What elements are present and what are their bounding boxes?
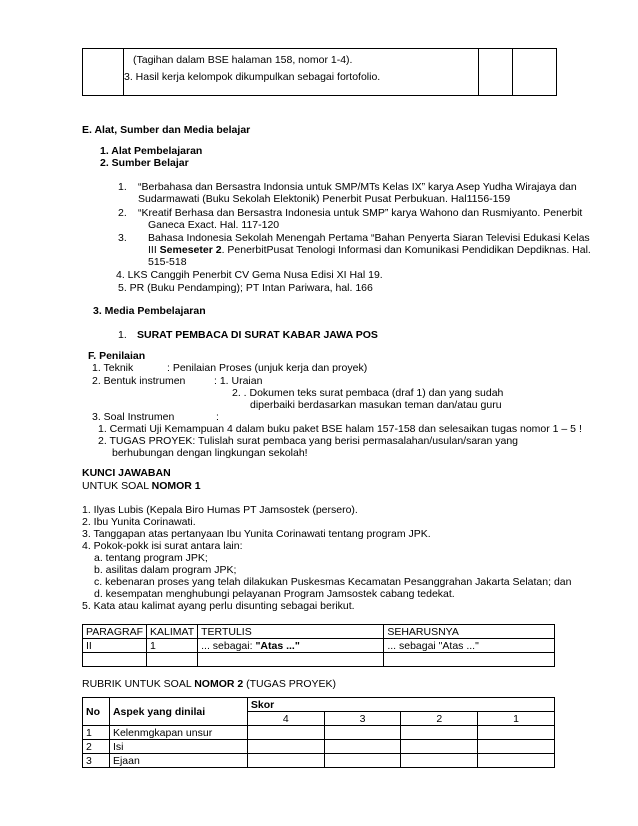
score-3: 3 [324,712,401,726]
table-row-empty [83,653,555,667]
table-divider [478,49,479,95]
answer-5: 5. Kata atau kalimat ayang perlu disunting sebagai berikut. [82,600,355,612]
answer-4d: d. kesempatan menghubungi pelayanan Program Jamsostek cabang tedekat. [94,588,455,600]
section-e-heading: E. Alat, Sumber dan Media belajar [82,124,251,136]
rubrik-title: RUBRIK UNTUK SOAL NOMOR 2 (TUGAS PROYEK) [82,678,336,690]
table-row [83,639,555,653]
top-table-line2: 3. Hasil kerja kelompok dikumpulkan sebagai fortofolio. [124,71,381,83]
col-tertulis: TERTULIS [198,625,384,639]
top-table-line1: (Tagihan dalam BSE halaman 158, nomor 1-4). [133,54,353,66]
media-item-num: 1. [118,329,127,341]
cell-paragraf: II [83,639,147,653]
bentuk-line3: diperbaiki berdasarkan masukan teman dan/atau guru [250,399,502,411]
col-aspek: Aspek yang dinilai [109,698,247,726]
source-4: 4. LKS Canggih Penerbit CV Gema Nusa Edisi XI Hal 19. [116,269,383,281]
table-header-row [83,625,555,639]
score-1: 1 [478,712,555,726]
kunci-heading: KUNCI JAWABAN [82,467,171,479]
cell-tertulis: ... sebagai: "Atas ..." [198,639,384,653]
answer-3: 3. Tanggapan atas pertanyaan Ibu Yunita Corinawati tentang program JPK. [82,528,431,540]
cell-kalimat: 1 [146,639,197,653]
table-divider [512,49,513,95]
teknik-value: : Penilaian Proses (unjuk kerja dan proyek) [167,362,368,374]
section-f-heading: F. Penilaian [88,350,146,362]
source-2-num: 2. [118,207,127,219]
source-2-line2: Ganeca Exact. Hal. 117-120 [148,219,280,231]
soal-1: 1. Cermati Uji Kemampuan 4 dalam buku paket BSE halam 157-158 dan selesaikan tugas nomor 1 – 5 ! [98,423,582,435]
source-3-num: 3. [118,232,127,244]
bentuk-label: 2. Bentuk instrumen [92,375,186,387]
cell-seharusnya: ... sebagai "Atas ..." [384,639,555,653]
paragraf-table [82,624,555,667]
rubrik-row [83,754,555,768]
source-3-line2: III Semeseter 2. PenerbitPusat Tenologi Informasi dan Komunikasi Pendidikan Depdiknas. Hal. [148,244,591,256]
rubrik-row [83,740,555,754]
sumber-belajar: 2. Sumber Belajar [100,157,189,169]
rubrik-table [82,697,555,768]
source-2-line1: “Kreatif Berhasa dan Bersastra Indonesia untuk SMP” karya Wahono dan Rusmiyanto. Penerbit [138,207,583,219]
rubrik-row [83,726,555,740]
alat-pembelajaran: 1. Alat Pembelajaran [100,145,203,157]
kunci-subheading: UNTUK SOAL NOMOR 1 [82,480,201,492]
score-4: 4 [247,712,324,726]
score-2: 2 [401,712,478,726]
teknik-label: 1. Teknik [92,362,134,374]
source-3-line1: Bahasa Indonesia Sekolah Menengah Pertama “Bahan Penyerta Siaran Televisi Edukasi Kelas [148,232,590,244]
soal-label: 3. Soal Instrumen [92,411,175,423]
answer-4c: c. kebenaran proses yang telah dilakukan Puskesmas Kecamatan Pesanggrahan Jakarta Selatan; dan [94,576,572,588]
source-1-line1: “Berbahasa dan Bersastra Indonsia untuk SMP/MTs Kelas IX” karya Asep Yudha Wirajaya dan [138,181,577,193]
rubrik-row-no: 3 [83,754,110,768]
soal-colon: : [216,411,219,423]
col-kalimat: KALIMAT [146,625,197,639]
rubrik-row-aspek: Isi [109,740,247,754]
rubrik-row-aspek: Ejaan [109,754,247,768]
soal-2-cont: berhubungan dengan lingkungan sekolah! [112,447,308,459]
media-item: SURAT PEMBACA DI SURAT KABAR JAWA POS [137,329,378,341]
col-paragraf: PARAGRAF [83,625,147,639]
soal-2: 2. TUGAS PROYEK: Tulislah surat pembaca yang berisi permasalahan/usulan/saran yang [98,435,519,447]
answer-1: 1. Ilyas Lubis (Kepala Biro Humas PT Jamsostek (persero). [82,504,358,516]
col-seharusnya: SEHARUSNYA [384,625,555,639]
rubrik-row-no: 1 [83,726,110,740]
rubrik-row-no: 2 [83,740,110,754]
source-1-num: 1. [118,181,127,193]
answer-4: 4. Pokok-pokk isi surat antara lain: [82,540,243,552]
rubrik-header-row [83,698,555,712]
bentuk-value: : 1. Uraian [214,375,263,387]
answer-4b: b. asilitas dalam program JPK; [94,564,237,576]
answer-2: 2. Ibu Yunita Corinawati. [82,516,196,528]
source-5: 5. PR (Buku Pendamping); PT Intan Pariwara, hal. 166 [118,282,373,294]
source-1-line2: Sudarmawati (Buku Sekolah Elektonik) Penerbit Pusat Perbukuan. Hal1156-159 [138,193,511,205]
answer-4a: a. tentang program JPK; [94,552,208,564]
source-3-line3: 515-518 [148,256,187,268]
media-pembelajaran: 3. Media Pembelajaran [93,305,206,317]
bentuk-line2: 2. . Dokumen teks surat pembaca (draf 1) dan yang sudah [232,387,504,399]
rubrik-row-aspek: Kelenmgkapan unsur [109,726,247,740]
col-skor: Skor [247,698,554,712]
col-no: No [83,698,110,726]
